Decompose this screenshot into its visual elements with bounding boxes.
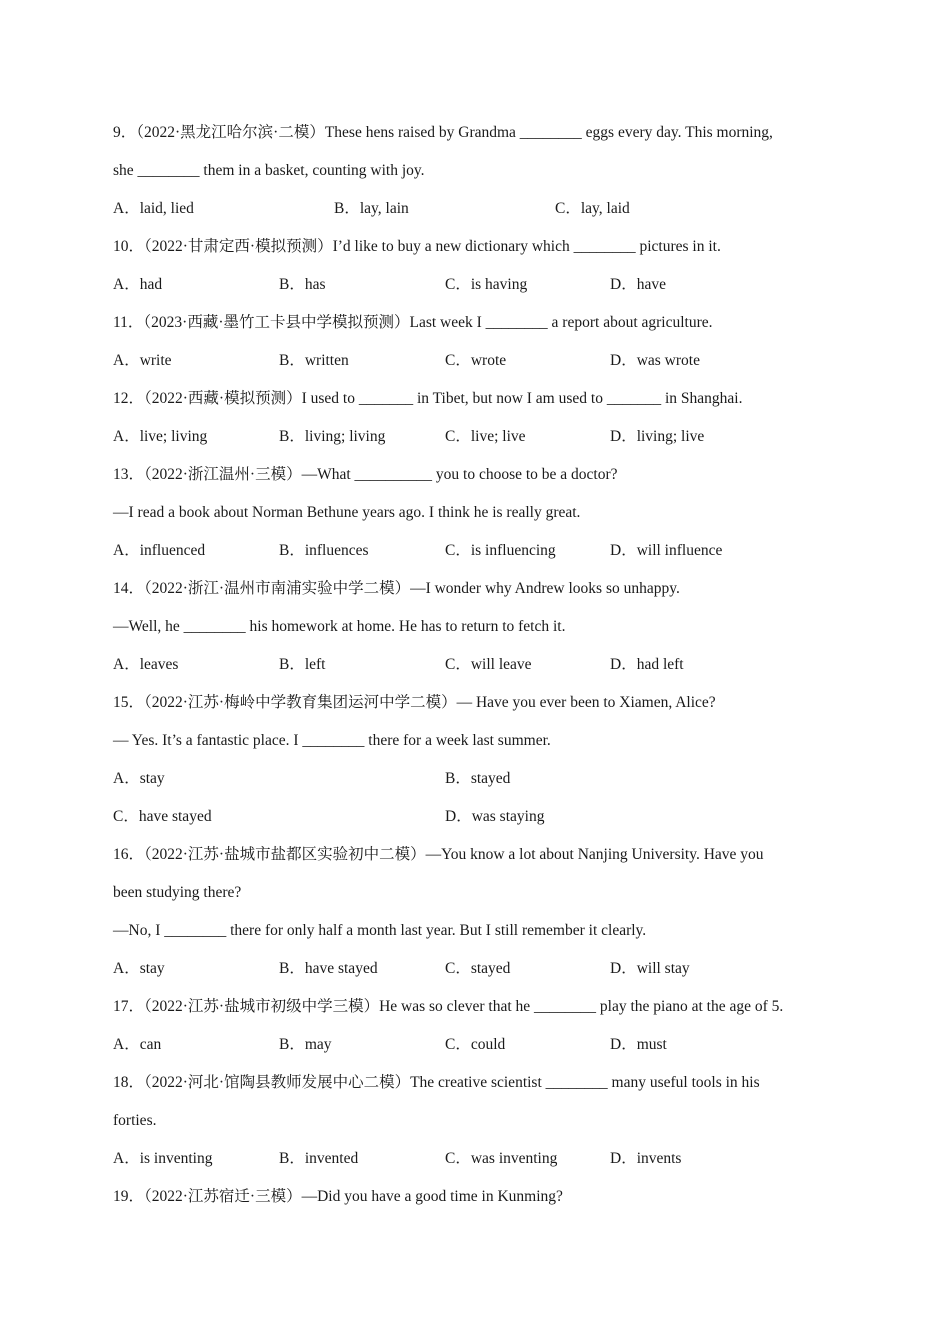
question-17-option-d: D．must: [610, 1036, 667, 1053]
question-16-stem: 16．（2022·江苏·盐城市盐都区实验初中二模）—You know a lot about Nanjing University. Have you: [113, 846, 764, 863]
question-9-option-a: A．laid, lied: [113, 200, 194, 217]
question-13-option-a: A．influenced: [113, 542, 206, 559]
question-13-option-b: B．influences: [279, 542, 369, 559]
question-9-option-c: C．lay, laid: [555, 200, 630, 217]
question-16-option-c: C．stayed: [445, 960, 511, 977]
question-9-option-b: B．lay, lain: [334, 200, 409, 217]
question-18-stem-cont: forties.: [113, 1112, 157, 1129]
question-11-stem: 11．（2023·西藏·墨竹工卡县中学模拟预测）Last week I ________ a report about agriculture.: [113, 314, 713, 331]
question-12-stem: 12．（2022·西藏·模拟预测）I used to _______ in Tibet, but now I am used to _______ in Shanghai.: [113, 390, 743, 407]
question-14-option-a: A．leaves: [113, 656, 179, 673]
question-9-stem: 9．（2022·黑龙江哈尔滨·二模）These hens raised by Grandma ________ eggs every day. This morning,: [113, 124, 773, 141]
question-11-option-d: D．was wrote: [610, 352, 700, 369]
question-18-option-a: A．is inventing: [113, 1150, 213, 1167]
question-16-option-a: A．stay: [113, 960, 165, 977]
question-14-stem-cont: —Well, he ________ his homework at home. He has to return to fetch it.: [113, 618, 566, 635]
question-9-stem-cont: she ________ them in a basket, counting with joy.: [113, 162, 425, 179]
question-18-option-c: C．was inventing: [445, 1150, 558, 1167]
question-14-option-c: C．will leave: [445, 656, 532, 673]
question-10-option-b: B．has: [279, 276, 326, 293]
question-10-option-c: C．is having: [445, 276, 528, 293]
question-15-stem: 15．（2022·江苏·梅岭中学教育集团运河中学二模）— Have you ever been to Xiamen, Alice?: [113, 694, 716, 711]
question-18-stem: 18．（2022·河北·馆陶县教师发展中心二模）The creative scientist ________ many useful tools in his: [113, 1074, 760, 1091]
question-14-option-d: D．had left: [610, 656, 684, 673]
question-13-option-c: C．is influencing: [445, 542, 556, 559]
question-18-option-b: B．invented: [279, 1150, 359, 1167]
question-18-option-d: D．invents: [610, 1150, 682, 1167]
question-15-stem-cont: — Yes. It’s a fantastic place. I ________ there for a week last summer.: [113, 732, 551, 749]
question-13-option-d: D．will influence: [610, 542, 723, 559]
question-15-option-c: C．have stayed: [113, 808, 212, 825]
question-12-option-d: D．living; live: [610, 428, 705, 445]
question-11-option-a: A．write: [113, 352, 172, 369]
question-12-option-c: C．live; live: [445, 428, 526, 445]
question-16-option-d: D．will stay: [610, 960, 690, 977]
question-10-option-d: D．have: [610, 276, 666, 293]
question-15-option-d: D．was staying: [445, 808, 545, 825]
question-12-option-a: A．live; living: [113, 428, 208, 445]
question-15-option-a: A．stay: [113, 770, 165, 787]
question-12-option-b: B．living; living: [279, 428, 386, 445]
question-16-stem-cont-2: —No, I ________ there for only half a month last year. But I still remember it clearly.: [113, 922, 647, 939]
question-17-option-b: B．may: [279, 1036, 332, 1053]
question-14-stem: 14．（2022·浙江·温州市南浦实验中学二模）—I wonder why Andrew looks so unhappy.: [113, 580, 680, 597]
question-16-stem-cont: been studying there?: [113, 884, 242, 901]
question-13-stem: 13．（2022·浙江温州·三模）—What __________ you to choose to be a doctor?: [113, 466, 618, 483]
question-14-option-b: B．left: [279, 656, 326, 673]
question-17-option-c: C．could: [445, 1036, 506, 1053]
question-15-option-b: B．stayed: [445, 770, 511, 787]
question-17-stem: 17．（2022·江苏·盐城市初级中学三模）He was so clever that he ________ play the piano at the age of 5.: [113, 998, 784, 1015]
question-10-stem: 10．（2022·甘肃定西·模拟预测）I’d like to buy a new dictionary which ________ pictures in it.: [113, 238, 721, 255]
question-16-option-b: B．have stayed: [279, 960, 378, 977]
question-17-option-a: A．can: [113, 1036, 162, 1053]
question-11-option-c: C．wrote: [445, 352, 507, 369]
question-11-option-b: B．written: [279, 352, 349, 369]
question-13-stem-cont: —I read a book about Norman Bethune years ago. I think he is really great.: [113, 504, 581, 521]
question-19-stem: 19．（2022·江苏宿迁·三模）—Did you have a good time in Kunming?: [113, 1188, 563, 1205]
question-10-option-a: A．had: [113, 276, 163, 293]
